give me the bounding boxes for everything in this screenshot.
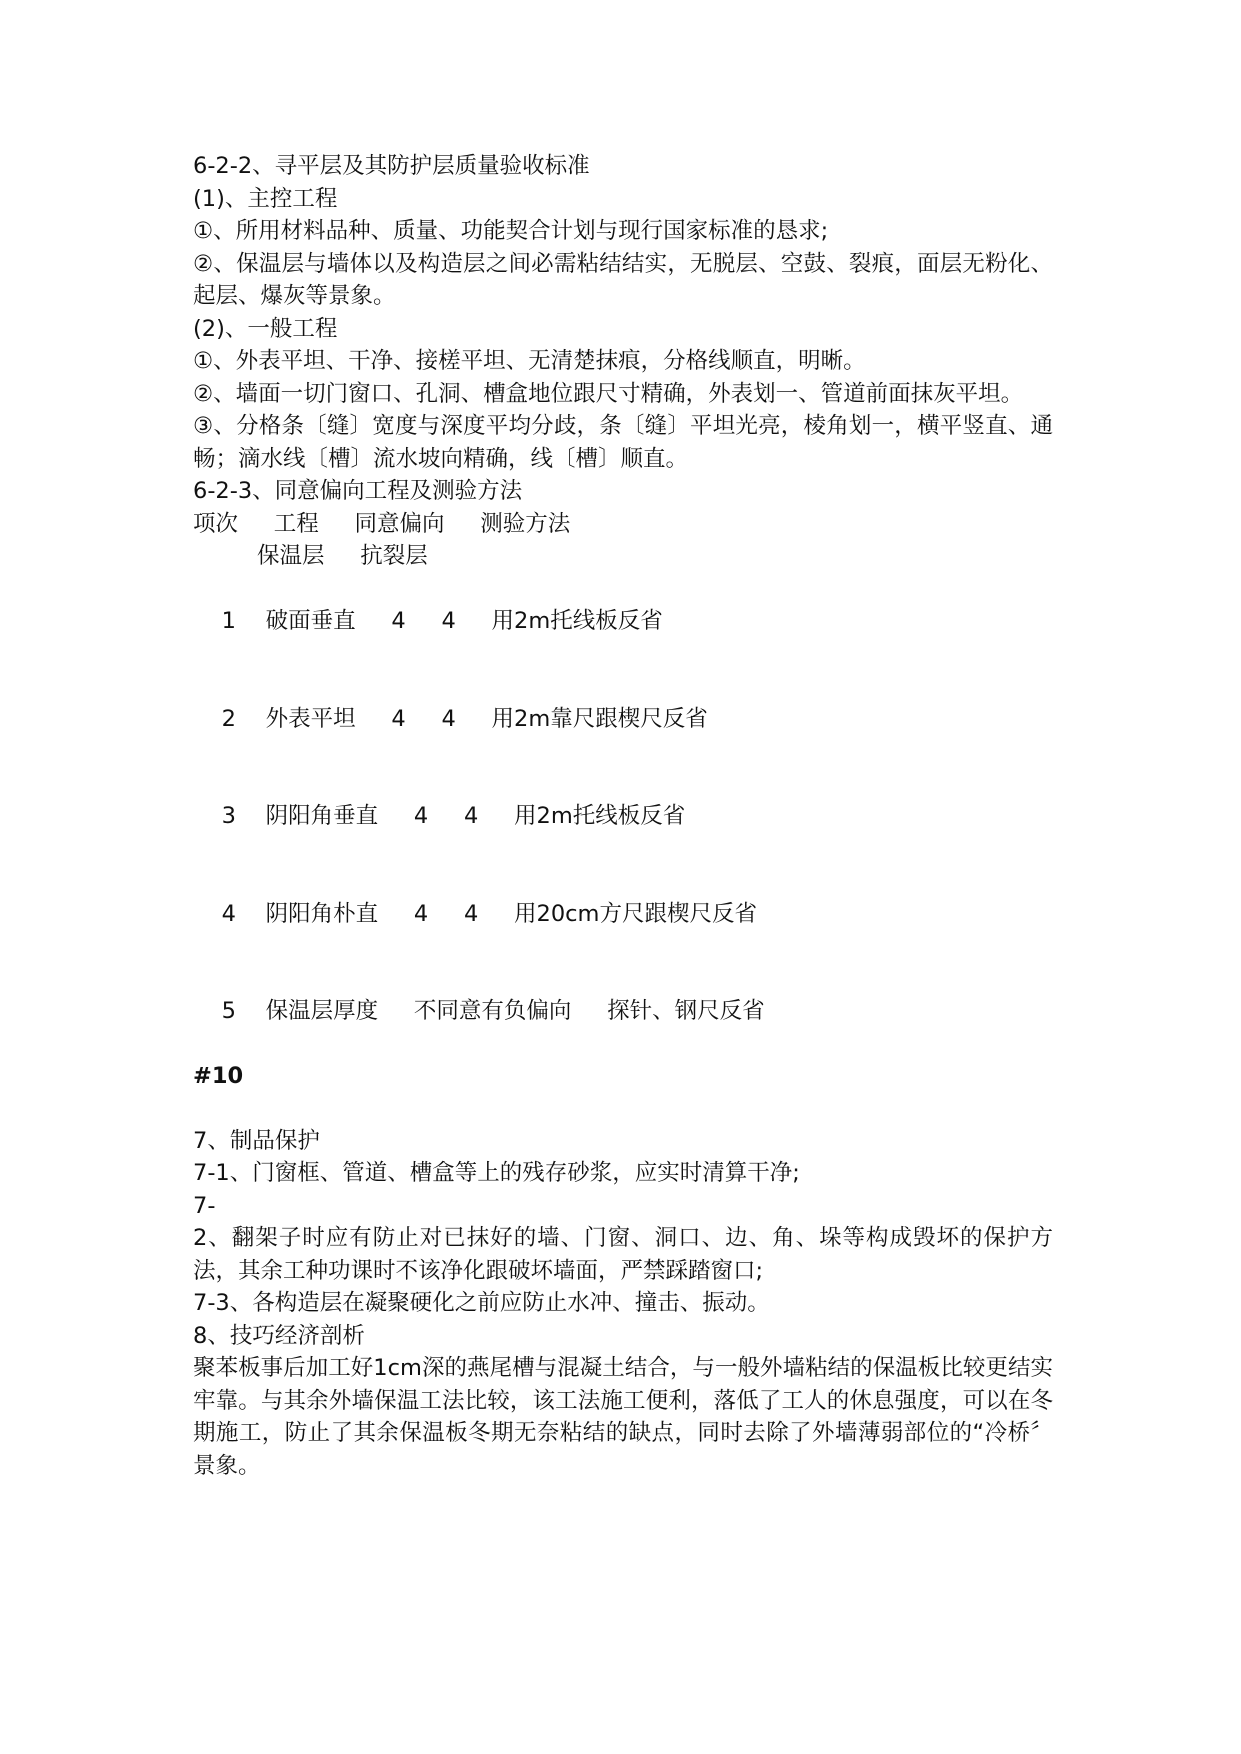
- section-heading-6-2-2: 6-2-2、寻平层及其防护层质量验收标准: [193, 153, 590, 179]
- table-row: [193, 963, 1053, 1061]
- table-row: [193, 768, 1053, 866]
- subheading-main-control: (1)、主控工程: [193, 185, 338, 212]
- table-row: [193, 573, 1053, 671]
- row-content: 破面垂直 4 4 用2m托线板反省: [265, 608, 663, 634]
- paragraph-item: ①、所用材料品种、质量、功能契合计划与现行国家标准的恳求;: [193, 218, 829, 244]
- paragraph-item: ①、外表平坦、干净、接槎平坦、无清楚抹痕，分格线顺直，明晰。: [193, 348, 866, 374]
- blank-line: [193, 1093, 1053, 1125]
- document-page: [193, 150, 1053, 1482]
- page-marker: #10: [193, 1063, 244, 1089]
- row-number: 5: [221, 998, 236, 1024]
- paragraph-item: ②、墙面一切门窗口、孔洞、槽盒地位跟尺寸精确，外表划一、管道前面抹灰平坦。: [193, 380, 1024, 407]
- subheading-general: (2)、一般工程: [193, 315, 338, 342]
- paragraph-item: 7-3、各构造层在凝聚硬化之前应防止水冲、撞击、振动。: [193, 1290, 770, 1316]
- paragraph-item-prefix: 7-: [193, 1192, 216, 1219]
- section-heading-7: 7、制品保护: [193, 1127, 320, 1154]
- row-number: 3: [221, 803, 236, 829]
- row-number: 1: [221, 608, 236, 634]
- row-content: 保温层厚度 不同意有负偏向 探针、钢尺反省: [265, 998, 765, 1024]
- table-subheader: 保温层 抗裂层: [257, 543, 428, 569]
- table-row: [193, 865, 1053, 963]
- table-header: 项次 工程 同意偏向 测验方法: [193, 510, 571, 537]
- paragraph-item: ③、分格条〔缝〕宽度与深度平均分歧，条〔缝〕平坦光亮，棱角划一，横平竖直、通畅；滴水线〔槽〕流水坡向精确，线〔槽〕顺直。: [193, 413, 1053, 472]
- paragraph-item: 7-1、门窗框、管道、槽盒等上的残存砂浆，应实时清算干净;: [193, 1160, 800, 1186]
- paragraph-body: 聚苯板事后加工好1cm深的燕尾槽与混凝土结合，与一般外墙粘结的保温板比较更结实牢靠。与其余外墙保温工法比较，该工法施工便利，落低了工人的休息强度，可以在冬期施工，防止了其余保温板冬期无奈粘结的缺点，同时去除了外墙薄弱部位的“冷桥〞景象。: [193, 1355, 1053, 1479]
- row-content: 外表平坦 4 4 用2m靠尺跟楔尺反省: [265, 705, 708, 732]
- section-heading-8: 8、技巧经济剖析: [193, 1322, 365, 1349]
- row-number: 2: [221, 705, 236, 732]
- row-number: 4: [221, 900, 236, 927]
- paragraph-item: ②、保温层与墙体以及构造层之间必需粘结结实，无脱层、空鼓、裂痕，面层无粉化、起层、爆灰等景象。: [193, 250, 1053, 309]
- row-content: 阴阳角垂直 4 4 用2m托线板反省: [265, 803, 686, 829]
- row-content: 阴阳角朴直 4 4 用20cm方尺跟楔尺反省: [265, 900, 757, 927]
- table-row: [193, 670, 1053, 768]
- paragraph-item: 2、翻架子时应有防止对已抹好的墙、门窗、洞口、边、角、垛等构成毁坏的保护方法，其余工种功课时不该净化跟破坏墙面，严禁踩踏窗口;: [193, 1225, 1053, 1284]
- section-heading-6-2-3: 6-2-3、同意偏向工程及测验方法: [193, 478, 523, 504]
